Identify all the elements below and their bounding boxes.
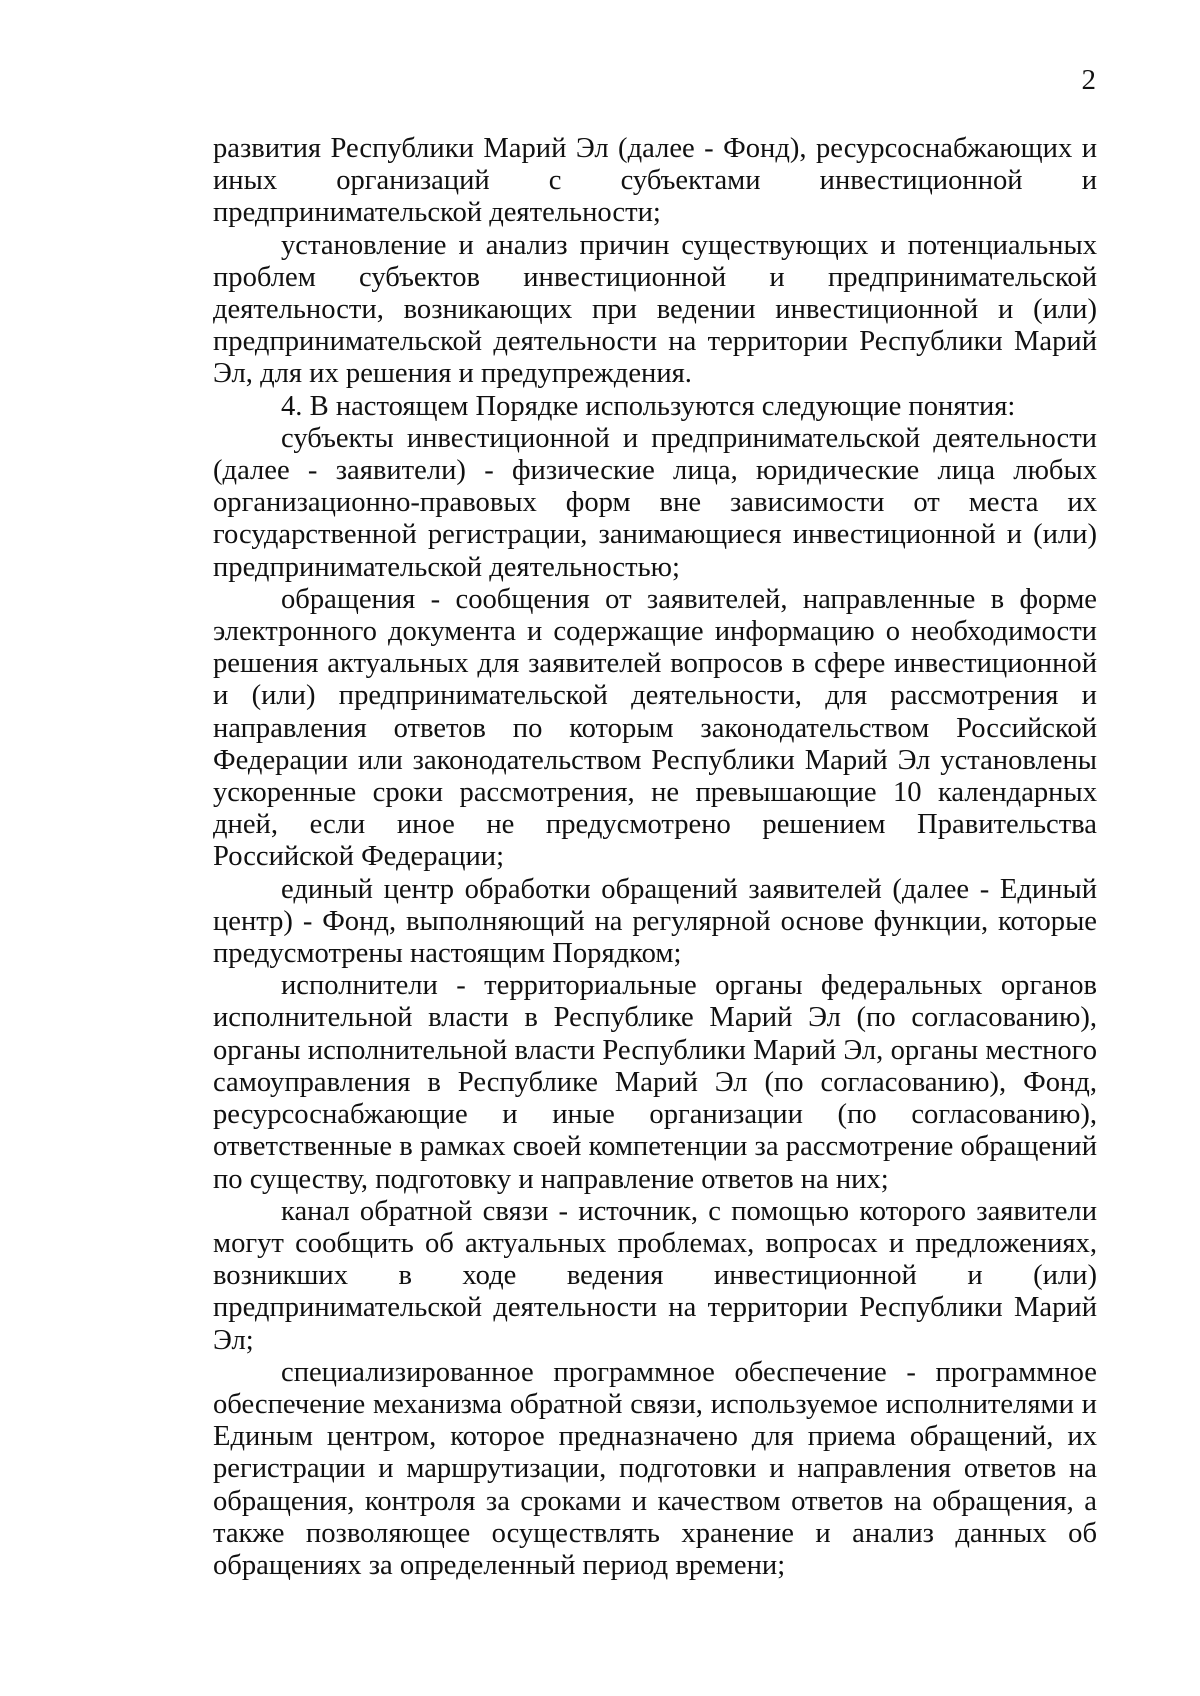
definition-executors: исполнители - территориальные органы федеральных органов исполнительной власти в Республике Марий Эл (по согласованию), органы исполнительной власти Республики Марий Эл, органы местного самоуправления в Республике Марий Эл (по согласованию), Фонд, ресурсоснабжающие и иные организации (по согласованию), ответственные в рамках своей компетенции за рассмотрение обращений по существу, подготовку и направление ответов на них;: [213, 970, 1097, 1195]
definition-single-center: единый центр обработки обращений заявителей (далее - Единый центр) - Фонд, выполняющий на регулярной основе функции, которые предусмотрены настоящим Порядком;: [213, 873, 1097, 970]
page-number: 2: [1081, 64, 1096, 96]
paragraph-clause-4: 4. В настоящем Порядке используются следующие понятия:: [281, 390, 1016, 422]
definition-feedback-channel: канал обратной связи - источник, с помощью которого заявители могут сообщить об актуальных проблемах, вопросах и предложениях, возникших в ходе ведения инвестиционной и (или) предпринимательской деятельности на территории Республики Марий Эл;: [213, 1195, 1097, 1356]
definition-specialized-software: специализированное программное обеспечение - программное обеспечение механизма обратной связи, используемое исполнителями и Единым центром, которое предназначено для приема обращений, их регистрации и маршрутизации, подготовки и направления ответов на обращения, контроля за сроками и качеством ответов на обращения, а также позволяющее осуществлять хранение и анализ данных об обращениях за определенный период времени;: [213, 1356, 1097, 1581]
document-body: [213, 133, 1097, 1582]
definition-applicants: субъекты инвестиционной и предпринимательской деятельности (далее - заявители) - физические лица, юридические лица любых организационно-правовых форм вне зависимости от места их государственной регистрации, занимающиеся инвестиционной и (или) предпринимательской деятельностью;: [213, 422, 1097, 583]
paragraph-analysis-of-causes: установление и анализ причин существующих и потенциальных проблем субъектов инвестиционной и предпринимательской деятельности, возникающих при ведении инвестиционной и (или) предпринимательской деятельности на территории Республики Марий Эл, для их решения и предупреждения.: [213, 229, 1097, 390]
paragraph-continuation: развития Республики Марий Эл (далее - Фонд), ресурсоснабжающих и иных организаций с субъектами инвестиционной и предпринимательской деятельности;: [213, 133, 1097, 229]
definition-appeals: обращения - сообщения от заявителей, направленные в форме электронного документа и содержащие информацию о необходимости решения актуальных для заявителей вопросов в сфере инвестиционной и (или) предпринимательской деятельности, для рассмотрения и направления ответов по которым законодательством Российской Федерации или законодательством Республики Марий Эл установлены ускоренные сроки рассмотрения, не превышающие 10 календарных дней, если иное не предусмотрено решением Правительства Российской Федерации;: [213, 583, 1097, 873]
